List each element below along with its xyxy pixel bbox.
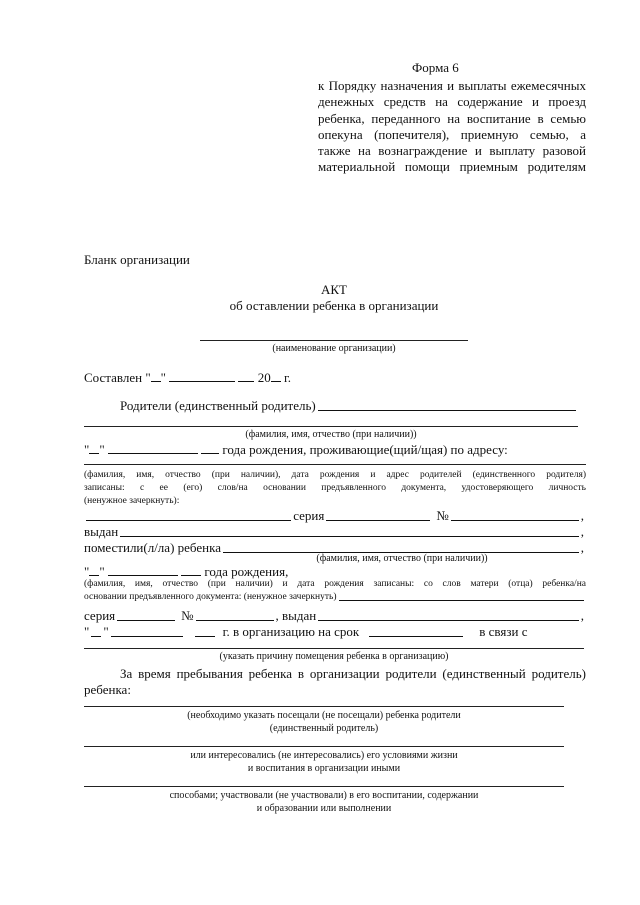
visits-line bbox=[84, 706, 564, 707]
composed-label: Составлен bbox=[84, 370, 143, 385]
parents-birth-row: " " года рождения, проживающие(щий/щая) по адресу: bbox=[84, 442, 508, 457]
child-document-row: серия № , выдан , bbox=[84, 608, 584, 623]
child-issued-label: , выдан bbox=[275, 608, 317, 623]
header-line: ребенка, переданного на воспитание в семью bbox=[318, 110, 586, 126]
visits-caption-b: (единственный родитель) bbox=[269, 723, 379, 734]
form-label: Форма 6 bbox=[412, 60, 459, 75]
child-recorded-caption: (фамилия, имя, отчество (при наличии) и дата рождения записаны: со слов матери (отца) ребенка/на основании предъявленного документа: (ненужное зачеркнуть) bbox=[84, 579, 586, 602]
header-line: к Порядку назначения и выплаты ежемесячных bbox=[318, 78, 586, 93]
parents-address-line bbox=[84, 464, 586, 465]
composed-date-row: Составлен " " 20 г. bbox=[84, 370, 292, 385]
reason-label: в связи с bbox=[479, 624, 528, 639]
series-label: серия bbox=[293, 508, 325, 523]
child-birth-label: года рождения, bbox=[204, 564, 289, 579]
child-birth-row: " " года рождения, bbox=[84, 564, 289, 579]
interest-caption-b: и воспитания в организации иными bbox=[247, 763, 401, 774]
header-line: денежных средств на содержание и проезд bbox=[318, 94, 586, 110]
act-subtitle: об оставлении ребенка в организации bbox=[229, 298, 439, 313]
parents-issued-row: выдан , bbox=[84, 524, 584, 539]
parents-name-line bbox=[84, 426, 578, 427]
participation-caption-b: и образовании или выполнении bbox=[256, 803, 392, 814]
child-series-label: серия bbox=[84, 608, 116, 623]
parents-recorded-caption: (фамилия, имя, отчество (при наличии), дата рождения и адрес родителей (единственного родителя) записаны: с ее (его) слов/на основании предъявленного документа, удостоверяющего личность (ненужное зачеркнуть): bbox=[84, 470, 586, 506]
header-line: материальной помощи приемным родителям bbox=[318, 159, 586, 175]
during-stay-child: ребенка: bbox=[84, 682, 131, 697]
placed-child-row: поместили(л/ла) ребенка , bbox=[84, 540, 584, 555]
reason-caption: (указать причину помещения ребенка в организацию) bbox=[219, 651, 449, 662]
participation-line bbox=[84, 786, 564, 787]
number-label: № bbox=[436, 508, 449, 523]
parents-row bbox=[120, 398, 578, 414]
participation-caption-a: способами; участвовали (не участвовали) в его воспитании, содержании bbox=[169, 790, 479, 801]
header-line: опекуна (попечителя), приемную семью, а bbox=[318, 126, 586, 142]
parents-birth-text: года рождения, проживающие(щий/щая) по адресу: bbox=[222, 442, 508, 457]
placement-term-row: " " г. в организацию на срок в связи с bbox=[84, 624, 528, 639]
letterhead-label: Бланк организации bbox=[84, 252, 190, 267]
act-title: АКТ bbox=[321, 282, 347, 297]
during-stay-text: За время пребывания ребенка в организации родители (единственный родитель) bbox=[120, 666, 586, 681]
reason-line bbox=[84, 648, 584, 649]
header-line: также на вознаграждение и выплату разовой bbox=[318, 143, 586, 159]
placed-label: поместили(л/ла) ребенка bbox=[84, 540, 221, 555]
visits-caption-a: (необходимо указать посещали (не посещали) ребенка родители bbox=[187, 710, 461, 721]
child-name-caption: (фамилия, имя, отчество (при наличии)) bbox=[316, 553, 488, 564]
interest-caption-a: или интересовались (не интересовались) его условиями жизни bbox=[190, 750, 458, 761]
org-name-caption: (наименование организации) bbox=[272, 343, 396, 354]
placement-year-label: г. в организацию на срок bbox=[222, 624, 360, 639]
parents-name-caption: (фамилия, имя, отчество (при наличии)) bbox=[245, 429, 417, 440]
issued-label: выдан bbox=[84, 524, 119, 539]
parents-label: Родители (единственный родитель) bbox=[120, 398, 316, 413]
parents-document-row: серия № , bbox=[84, 508, 584, 524]
child-number-label: № bbox=[181, 608, 194, 623]
form-header-text bbox=[318, 78, 586, 176]
org-name-line bbox=[200, 340, 468, 341]
interest-line bbox=[84, 746, 564, 747]
